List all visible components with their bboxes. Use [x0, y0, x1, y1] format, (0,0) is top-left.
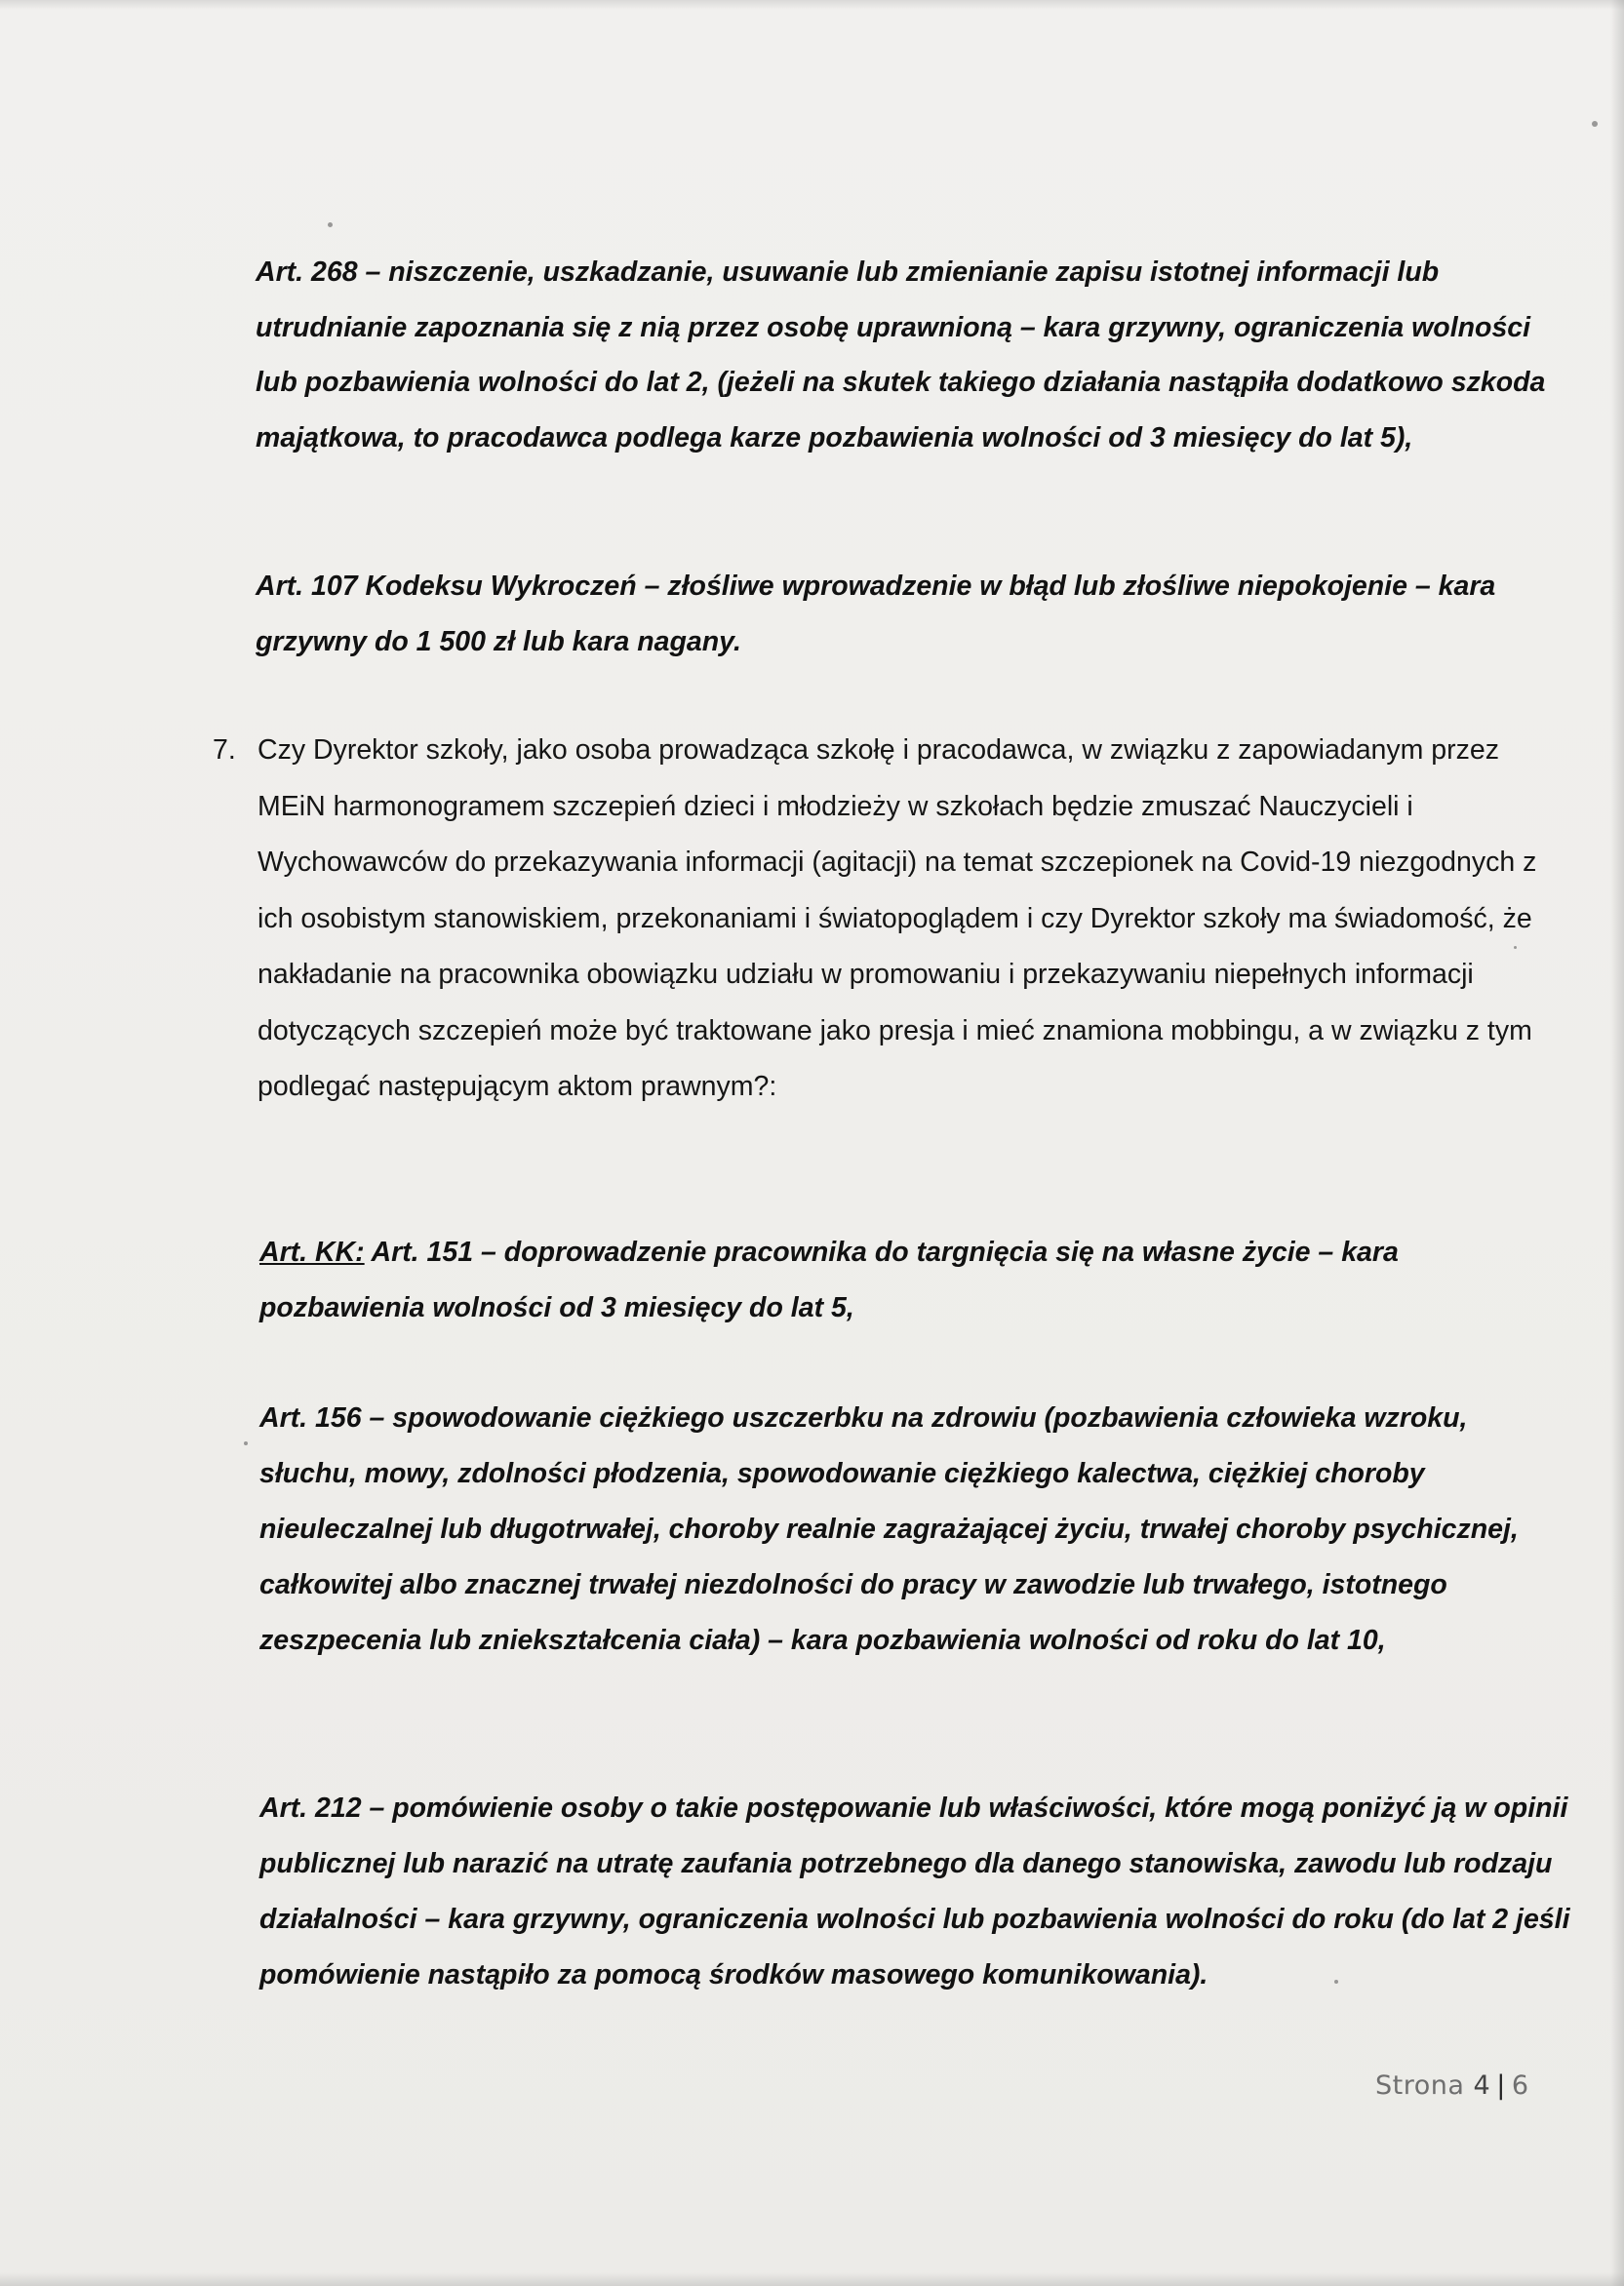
- paragraph-art-268: Art. 268 – niszczenie, uszkadzanie, usuwanie lub zmienianie zapisu istotnej informacji lub utrudnianie zapoznania się z nią przez osobę uprawnioną – kara grzywny, ograniczenia wolności lub pozbawienia wolności do lat 2, (jeżeli na skutek takiego działania nastąpiła dodatkowo szkoda majątkowa, to pracodawca podlega karze pozbawienia wolności od 3 miesięcy do lat 5),: [256, 256, 1546, 453]
- scan-edge-right: [1610, 0, 1624, 2286]
- question-text: Czy Dyrektor szkoły, jako osoba prowadząca szkołę i pracodawca, w związku z zapowiadanym przez MEiN harmonogramem szczepień dzieci i młodzieży w szkołach będzie zmuszać Nauczycieli i Wychowawców do przekazywania informacji (agitacji) na temat szczepionek na Covid-19 niezgodnych z ich osobistym stanowiskiem, przekonaniami i światopoglądem i czy Dyrektor szkoły ma świadomość, że nakładanie na pracownika obowiązku udziału w promowaniu i przekazywaniu niepełnych informacji dotyczących szczepień może być traktowane jako presja i mieć znamiona mobbingu, a w związku z tym podlegać następującym aktom prawnym?:: [257, 734, 1537, 1102]
- page-number: [1375, 2070, 1529, 2101]
- page-separator: |: [1496, 2070, 1506, 2101]
- paragraph-art-151: [259, 1225, 1571, 1335]
- paragraph-art-212: Art. 212 – pomówienie osoby o takie postępowanie lub właściwości, które mogą poniżyć ją w opinii publicznej lub narazić na utratę zaufania potrzebnego dla danego stanowiska, zawodu lub rodzaju działalności – kara grzywny, ograniczenia wolności lub pozbawienia wolności do roku (do lat 2 jeśli pomówienie nastąpiło za pomocą środków masowego komunikowania).: [259, 1793, 1570, 1990]
- art-151-text: Art. 151 – doprowadzenie pracownika do targnięcia się na własne życie – kara pozbawienia wolności od 3 miesięcy do lat 5,: [259, 1237, 1399, 1323]
- kk-label: Art. KK:: [259, 1237, 365, 1268]
- scan-edge-top: [0, 0, 1624, 10]
- scan-speck: [244, 1441, 248, 1445]
- page-current: 4: [1473, 2070, 1491, 2101]
- page-total: 6: [1511, 2070, 1529, 2101]
- paragraph-art-107-kodeks-wykroczen: Art. 107 Kodeksu Wykroczeń – złośliwe wprowadzenie w błąd lub złośliwe niepokojenie – kara grzywny do 1 500 zł lub kara nagany.: [256, 571, 1496, 657]
- question-7: [213, 723, 1568, 1116]
- scan-speck: [1592, 121, 1598, 127]
- scan-edge-bottom: [0, 2272, 1624, 2286]
- page-label: Strona: [1375, 2070, 1465, 2101]
- question-number: 7.: [213, 734, 236, 766]
- paragraph-art-156: Art. 156 – spowodowanie ciężkiego uszczerbku na zdrowiu (pozbawienia człowieka wzroku, słuchu, mowy, zdolności płodzenia, spowodowanie ciężkiego kalectwa, ciężkiej choroby nieuleczalnej lub długotrwałej, choroby realnie zagrażającej życiu, trwałej choroby psychicznej, całkowitej albo znacznej trwałej niezdolności do pracy w zawodzie lub trwałego, istotnego zeszpecenia lub zniekształcenia ciała) – kara pozbawienia wolności od roku do lat 10,: [259, 1402, 1519, 1656]
- scan-speck: [328, 222, 333, 227]
